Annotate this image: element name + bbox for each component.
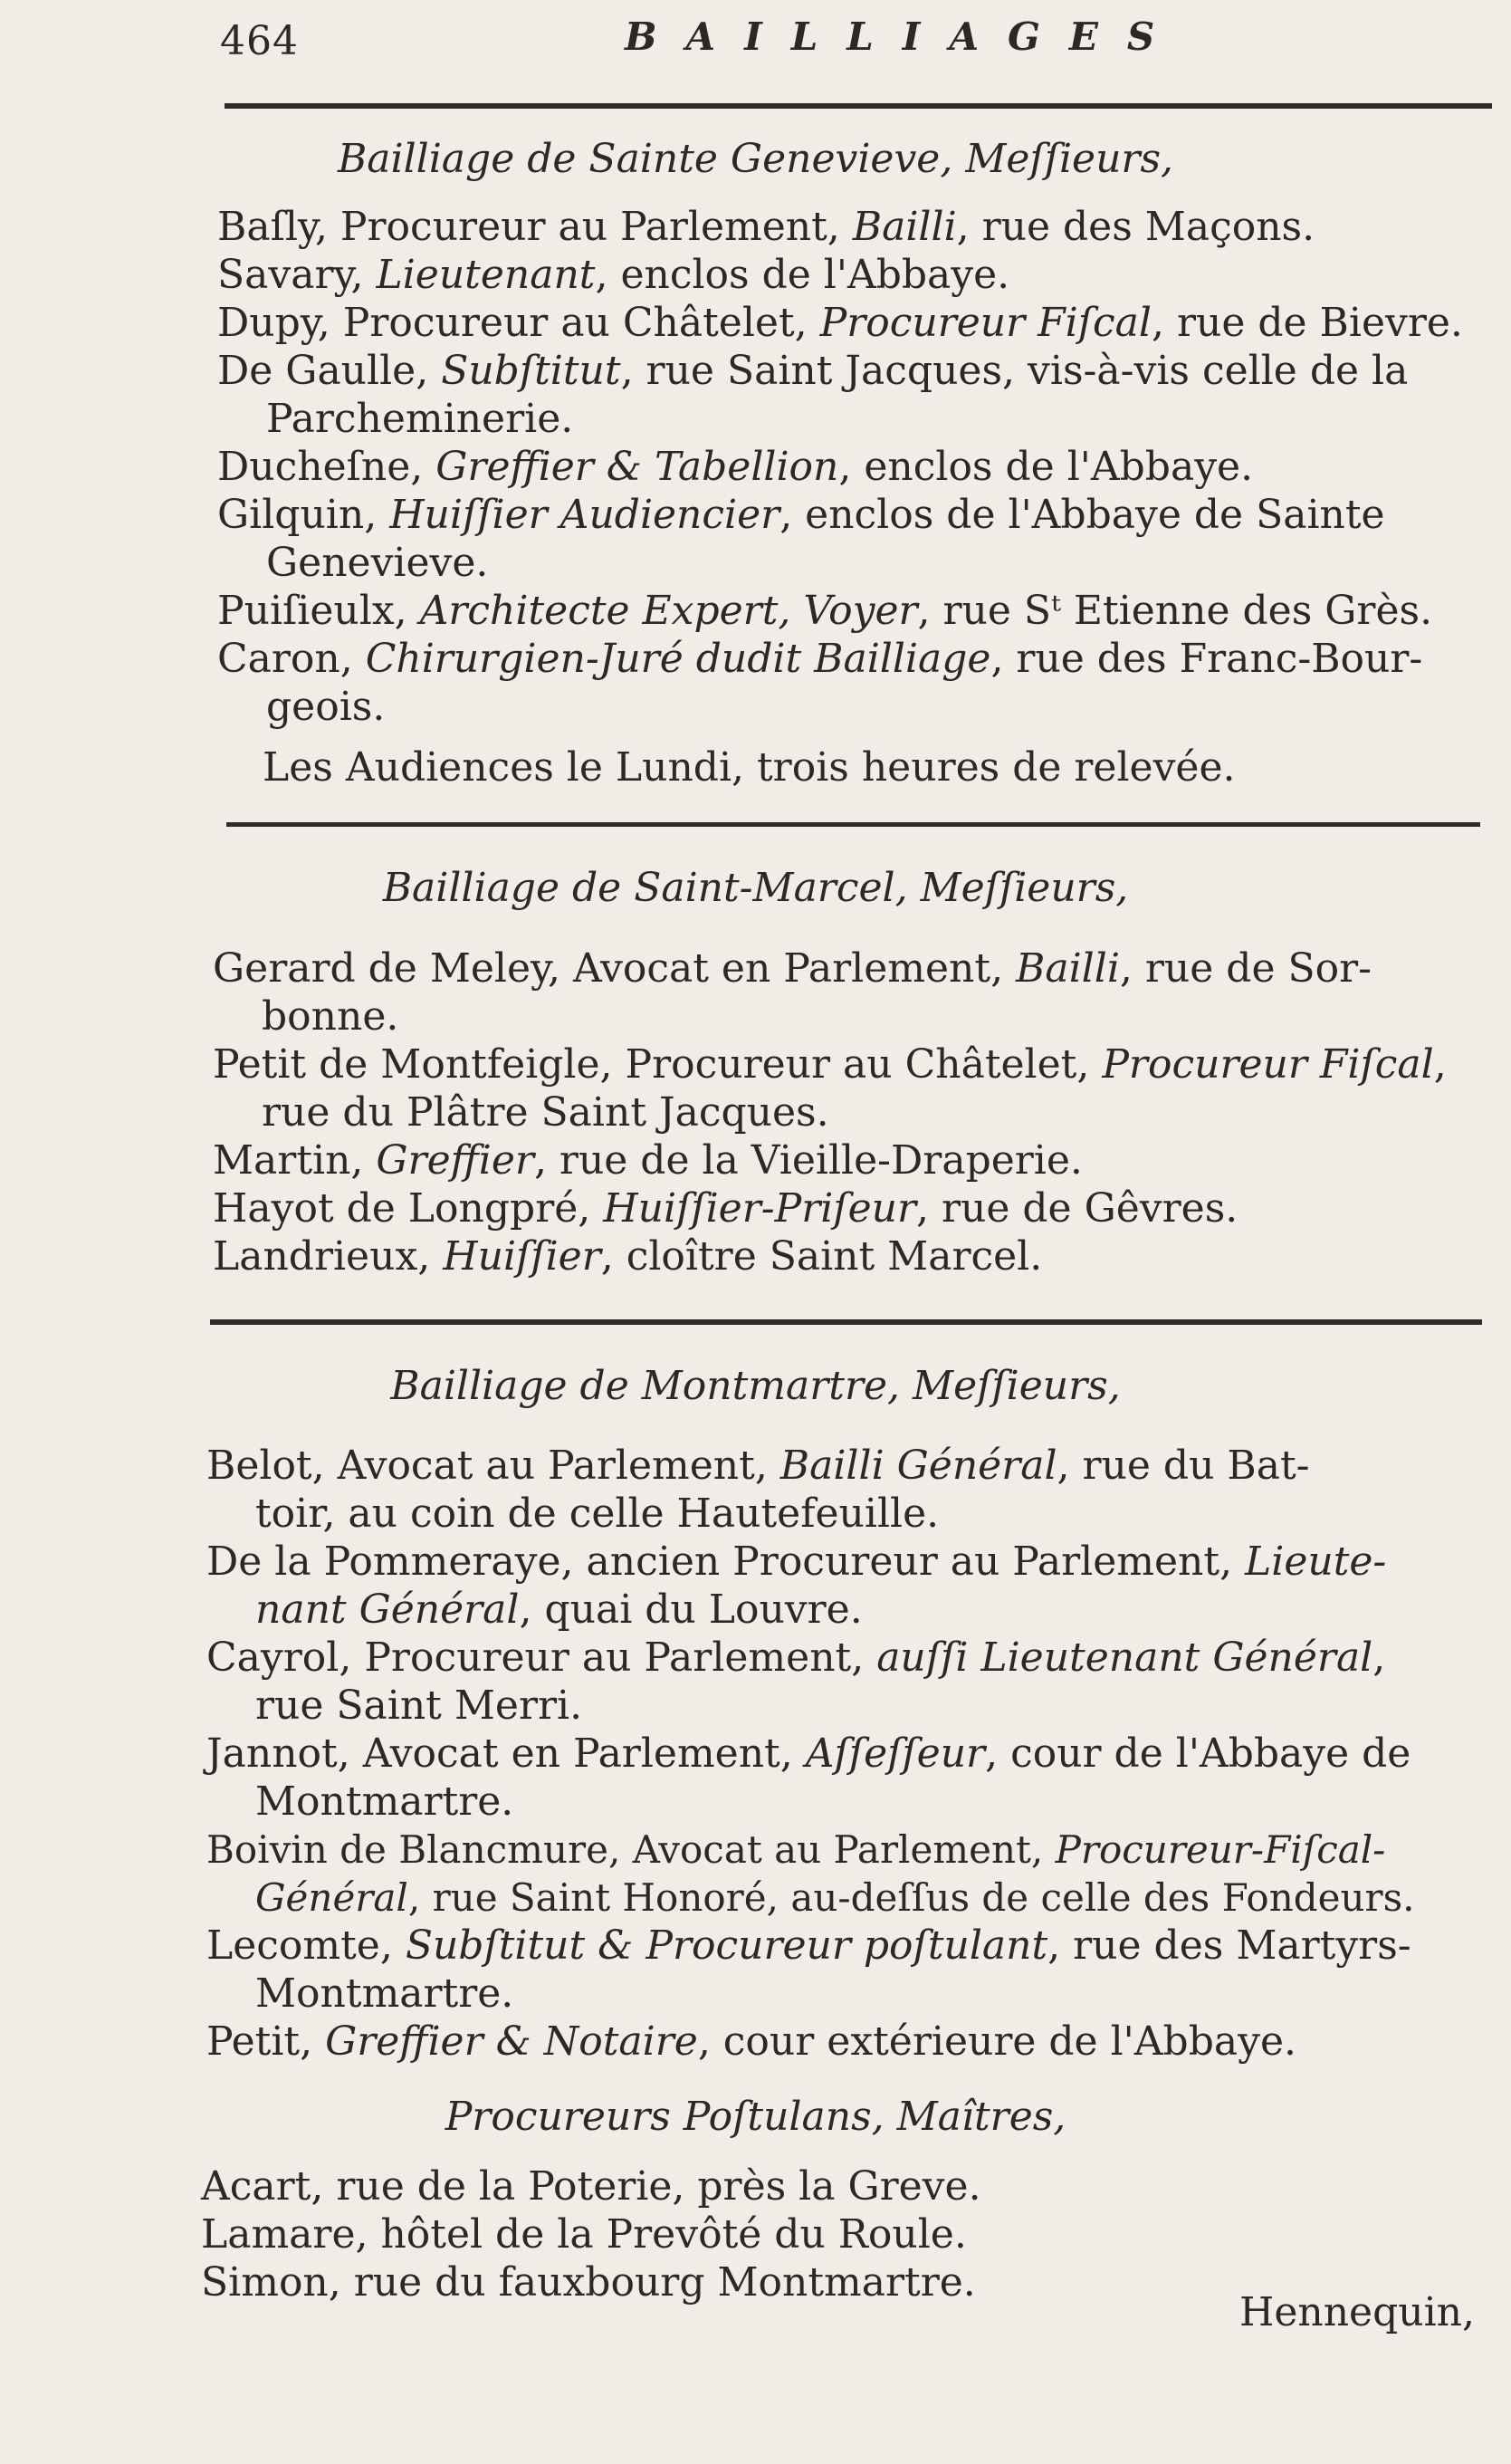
list-item: Lamare, hôtel de la Prevôté du Roule.: [201, 2211, 967, 2258]
entry: Petit de Montfeigle, Procureur au Châtelet, Procureur Fiſcal, rue du Plâtre Saint Jacques.: [213, 1041, 1447, 1136]
list-item: Acart, rue de la Poterie, près la Greve.: [201, 2163, 981, 2210]
header-rule: [225, 103, 1492, 109]
audience-note: Les Audiences le Lundi, trois heures de relevée.: [263, 744, 1236, 791]
entry: Dupy, Procureur au Châtelet, Procureur Fiſcal, rue de Bievre.: [217, 300, 1463, 346]
entry: Petit, Greffier & Notaire, cour extérieure de l'Abbaye.: [206, 2018, 1296, 2065]
entry: Caron, Chirurgien-Juré dudit Bailliage, rue des Franc-Bour- geois.: [217, 636, 1423, 730]
entry: Belot, Avocat au Parlement, Bailli Général, rue du Bat- toir, au coin de celle Hautefeuille.: [206, 1443, 1310, 1537]
section-heading: Bailliage de Sainte Genevieve, Meſſieurs,: [337, 136, 1174, 182]
subsection-heading: Procureurs Poſtulans, Maîtres,: [445, 2094, 1066, 2140]
section-heading: Bailliage de Saint-Marcel, Meſſieurs,: [382, 865, 1129, 911]
page-number: 464: [220, 18, 299, 64]
entry: De la Pommeraye, ancien Procureur au Parlement, Lieute- nant Général, quai du Louvre.: [206, 1539, 1387, 1633]
entry: Savary, Lieutenant, enclos de l'Abbaye.: [217, 252, 1010, 298]
catchword: Hennequin,: [1238, 2289, 1475, 2335]
entry: Martin, Greffier, rue de la Vieille-Draperie.: [213, 1137, 1083, 1184]
running-head: BAILLIAGES: [625, 14, 1184, 59]
entry: Ducheſne, Greffier & Tabellion, enclos de l'Abbaye.: [217, 444, 1254, 490]
entry: Cayrol, Procureur au Parlement, auſſi Lieutenant Général, rue Saint Merri.: [206, 1635, 1386, 1729]
entry: De Gaulle, Subſtitut, rue Saint Jacques, vis-à-vis celle de la Parcheminerie.: [217, 348, 1409, 442]
entry: Puiſieulx, Architecte Expert, Voyer, rue Sᵗ Etienne des Grès.: [217, 588, 1433, 634]
entry: Lecomte, Subſtitut & Procureur poſtulant, rue des Martyrs- Montmartre.: [206, 1922, 1411, 2017]
list-item: Simon, rue du fauxbourg Montmartre.: [201, 2259, 976, 2306]
entry: Baſly, Procureur au Parlement, Bailli, rue des Maçons.: [217, 204, 1315, 250]
section-rule: [210, 1319, 1482, 1325]
entry: Hayot de Longpré, Huiſſier-Priſeur, rue de Gêvres.: [213, 1185, 1238, 1232]
entry: Gilquin, Huiſſier Audiencier, enclos de l'Abbaye de Sainte Genevieve.: [217, 492, 1385, 586]
entry: Landrieux, Huiſſier, cloître Saint Marcel.: [213, 1233, 1043, 1280]
page-header: [0, 5, 1511, 69]
entry: Gerard de Meley, Avocat en Parlement, Bailli, rue de Sor- bonne.: [213, 945, 1372, 1040]
entry: Boivin de Blancmure, Avocat au Parlement, Procureur-Fiſcal- Général, rue Saint Honoré, au-deſſus de celle des Fondeurs.: [206, 1827, 1415, 1920]
section-rule: [226, 822, 1480, 827]
section-heading: Bailliage de Montmartre, Meſſieurs,: [390, 1363, 1121, 1409]
entry: Jannot, Avocat en Parlement, Aſſeſſeur, cour de l'Abbaye de Montmartre.: [206, 1731, 1411, 1825]
